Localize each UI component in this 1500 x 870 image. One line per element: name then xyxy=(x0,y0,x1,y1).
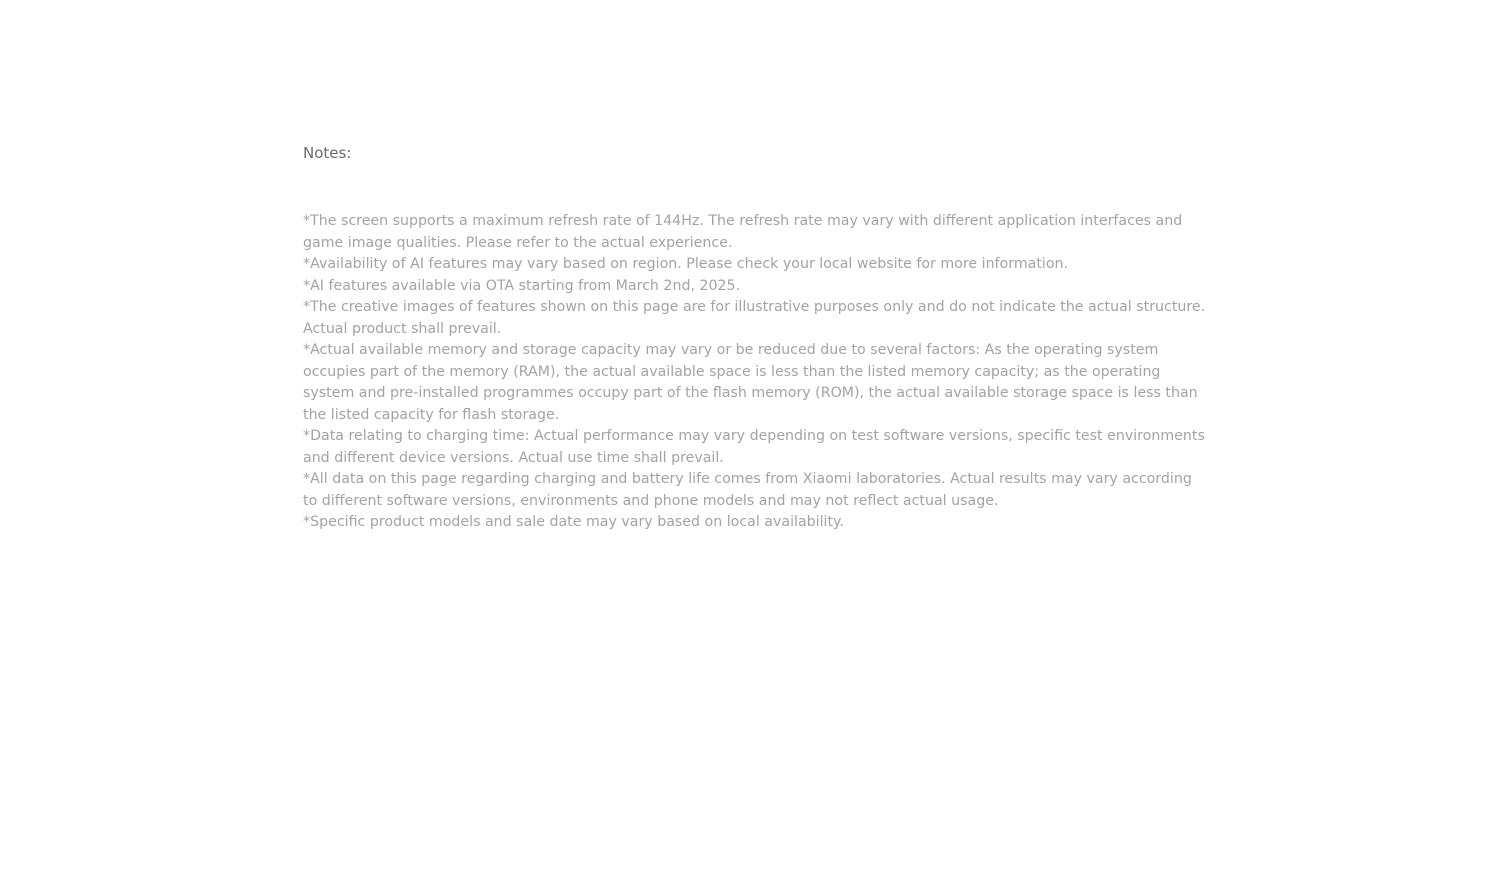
note-memory-storage: *Actual available memory and storage capacity may vary or be reduced due to several factors: As the operating system occupies part of the memory (RAM), the actual available space is less than the listed memory capacity; as the operating system and pre-installed programmes occupy part of the flash memory (ROM), the actual available storage space is less than the listed capacity for flash storage. xyxy=(303,342,1198,423)
note-charging-time: *Data relating to charging time: Actual performance may vary depending on test software versions, specific test environments and different device versions. Actual use time shall prevail. xyxy=(303,428,1205,466)
notes-title: Notes: xyxy=(303,144,352,162)
note-product-availability: *Specific product models and sale date may vary based on local availability. xyxy=(303,514,844,530)
note-refresh-rate: *The screen supports a maximum refresh rate of 144Hz. The refresh rate may vary with different application interfaces and game image qualities. Please refer to the actual experience. xyxy=(303,213,1183,251)
note-creative-images: *The creative images of features shown on this page are for illustrative purposes only and do not indicate the actual structure. Actual product shall prevail. xyxy=(303,299,1206,337)
note-laboratory-data: *All data on this page regarding charging and battery life comes from Xiaomi laboratories. Actual results may vary according to different software versions, environments and phone models and may not reflect actual usage. xyxy=(303,471,1192,509)
note-ai-ota: *AI features available via OTA starting from March 2nd, 2025. xyxy=(303,277,741,294)
note-ai-availability: *Availability of AI features may vary based on region. Please check your local website for more information. xyxy=(303,256,1069,272)
notes-section xyxy=(303,143,1208,530)
notes-list xyxy=(303,211,1208,534)
